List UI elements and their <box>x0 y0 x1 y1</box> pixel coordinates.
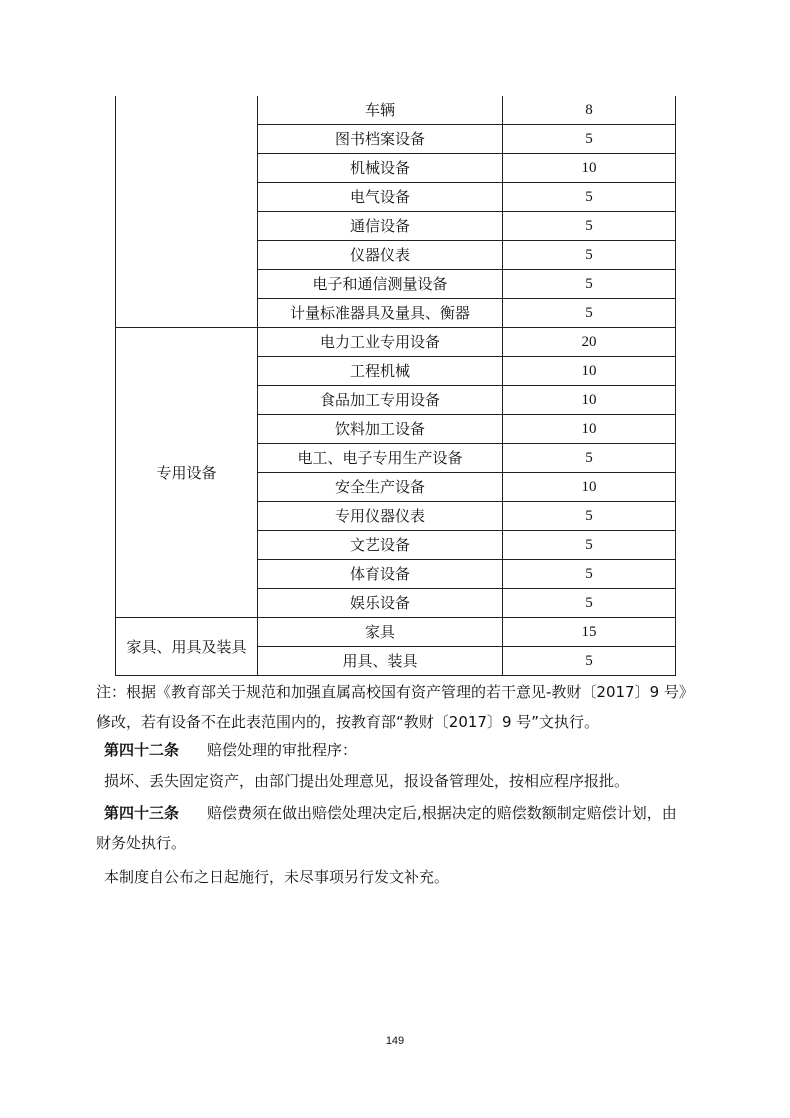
years-cell: 5 <box>503 560 676 589</box>
years-cell: 5 <box>503 212 676 241</box>
equipment-item-cell: 用具、装具 <box>258 647 503 676</box>
equipment-item-cell: 体育设备 <box>258 560 503 589</box>
category-cell <box>116 96 258 328</box>
years-cell: 5 <box>503 647 676 676</box>
equipment-item-cell: 电气设备 <box>258 183 503 212</box>
years-cell: 5 <box>503 444 676 473</box>
years-cell: 5 <box>503 531 676 560</box>
years-cell: 10 <box>503 386 676 415</box>
years-cell: 5 <box>503 125 676 154</box>
years-cell: 5 <box>503 270 676 299</box>
equipment-item-cell: 专用仪器仪表 <box>258 502 503 531</box>
years-cell: 10 <box>503 357 676 386</box>
category-cell: 专用设备 <box>116 328 258 618</box>
table-row <box>116 328 676 357</box>
equipment-item-cell: 饮料加工设备 <box>258 415 503 444</box>
years-cell: 5 <box>503 589 676 618</box>
equipment-item-cell: 电子和通信测量设备 <box>258 270 503 299</box>
equipment-item-cell: 食品加工专用设备 <box>258 386 503 415</box>
article-42 <box>96 735 726 765</box>
years-cell: 5 <box>503 502 676 531</box>
years-cell: 10 <box>503 154 676 183</box>
equipment-item-cell: 计量标准器具及量具、衡器 <box>258 299 503 328</box>
article-42-heading: 第四十二条 <box>104 741 180 759</box>
equipment-item-cell: 文艺设备 <box>258 531 503 560</box>
equipment-item-cell: 安全生产设备 <box>258 473 503 502</box>
article-43-heading: 第四十三条 <box>104 804 180 822</box>
years-cell: 20 <box>503 328 676 357</box>
table-row <box>116 618 676 647</box>
equipment-item-cell: 机械设备 <box>258 154 503 183</box>
page-number: 149 <box>385 1035 405 1047</box>
equipment-item-cell: 仪器仪表 <box>258 241 503 270</box>
years-cell: 5 <box>503 183 676 212</box>
article-43-line-1: 赔偿费须在做出赔偿处理决定后,根据决定的赔偿数额制定赔偿计划，由 <box>207 804 677 822</box>
closing-statement: 本制度自公布之日起施行，未尽事项另行发文补充。 <box>104 868 450 886</box>
years-cell: 8 <box>503 96 676 125</box>
article-42-body: 损坏、丢失固定资产，由部门提出处理意见，报设备管理处，按相应程序报批。 <box>104 772 630 790</box>
note-line-1: 注：根据《教育部关于规范和加强直属高校国有资产管理的若干意见-教财〔2017〕9 号》 <box>96 683 694 701</box>
table-row <box>116 96 676 125</box>
equipment-item-cell: 通信设备 <box>258 212 503 241</box>
category-cell: 家具、用具及装具 <box>116 618 258 676</box>
equipment-item-cell: 电工、电子专用生产设备 <box>258 444 503 473</box>
equipment-item-cell: 车辆 <box>258 96 503 125</box>
article-43 <box>96 798 726 858</box>
equipment-item-cell: 家具 <box>258 618 503 647</box>
equipment-item-cell: 工程机械 <box>258 357 503 386</box>
equipment-item-cell: 娱乐设备 <box>258 589 503 618</box>
note <box>96 677 726 737</box>
article-43-line-2: 财务处执行。 <box>96 834 187 852</box>
years-cell: 5 <box>503 241 676 270</box>
depreciation-years-table <box>115 96 676 676</box>
note-line-2: 修改，若有设备不在此表范围内的，按教育部“教财〔2017〕9 号”文执行。 <box>96 713 600 731</box>
years-cell: 10 <box>503 415 676 444</box>
equipment-item-cell: 电力工业专用设备 <box>258 328 503 357</box>
years-cell: 10 <box>503 473 676 502</box>
years-cell: 15 <box>503 618 676 647</box>
years-cell: 5 <box>503 299 676 328</box>
article-42-title: 赔偿处理的审批程序： <box>207 741 358 759</box>
equipment-item-cell: 图书档案设备 <box>258 125 503 154</box>
